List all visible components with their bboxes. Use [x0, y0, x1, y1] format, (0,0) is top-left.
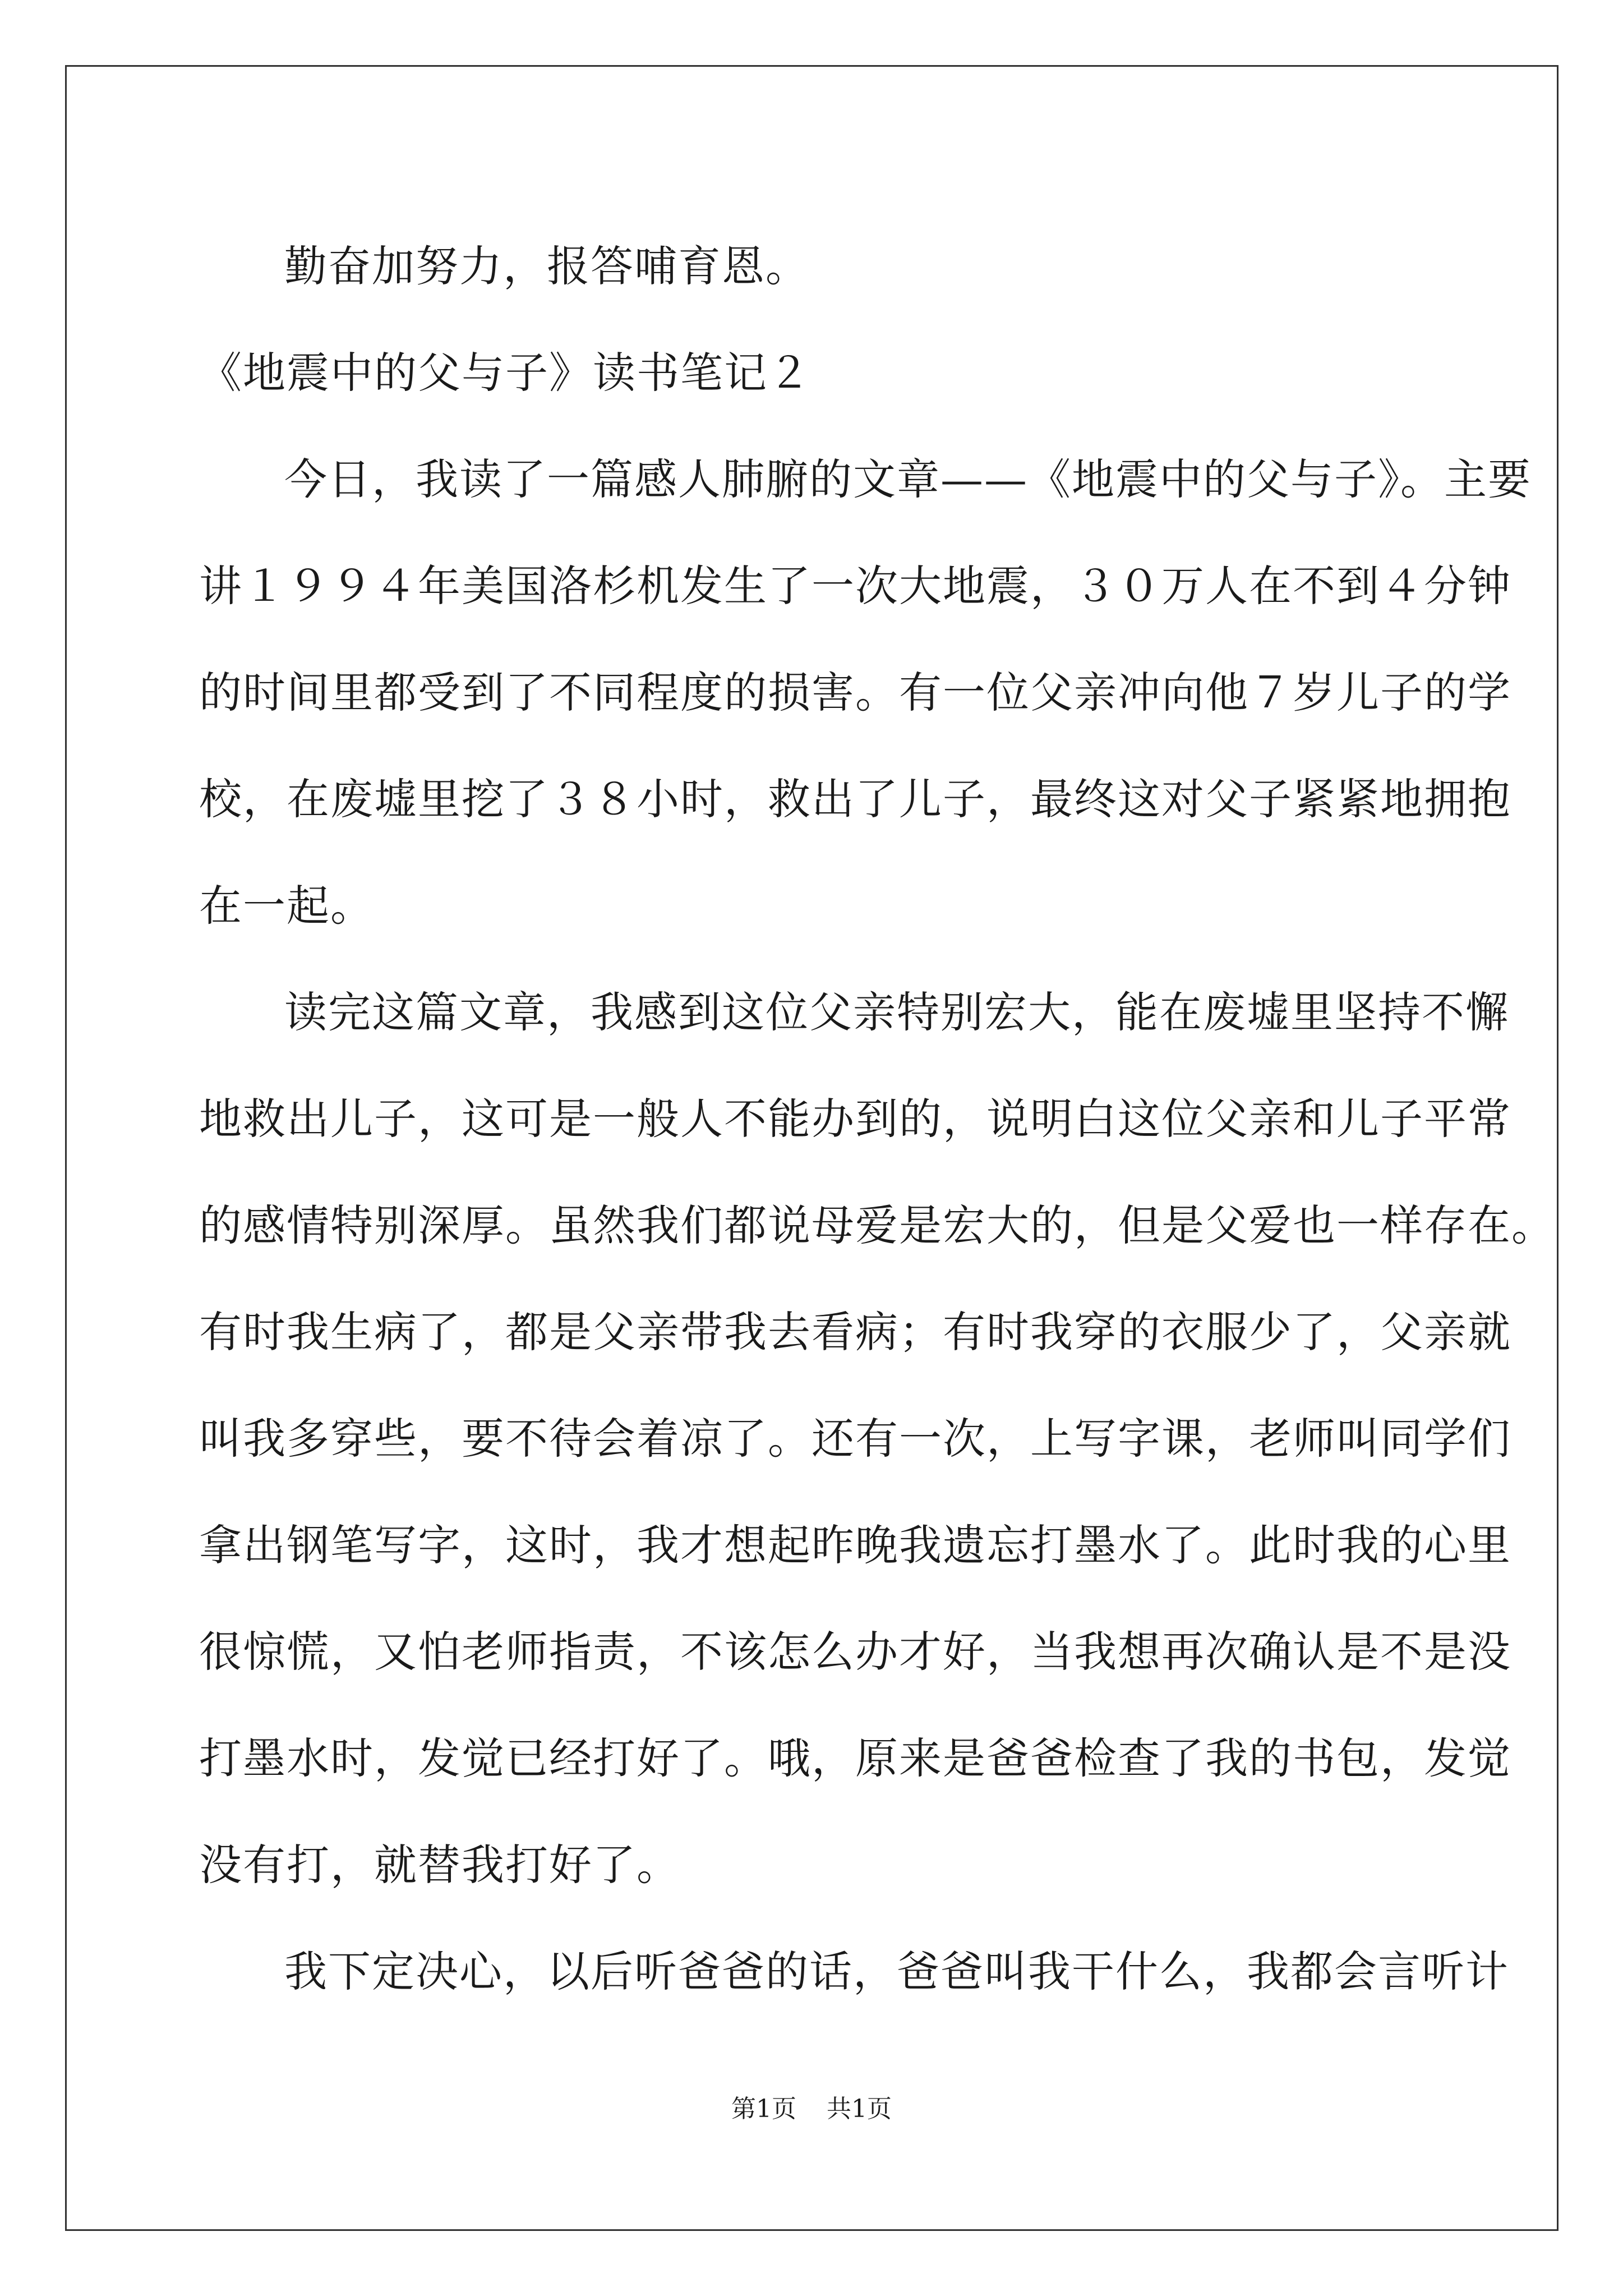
- text-line: 很惊慌，又怕老师指责，不该怎么办才好，当我想再次确认是不是没: [199, 1627, 1511, 1677]
- text-line: 拿出钢笔写字，这时，我才想起昨晚我遗忘打墨水了。此时我的心里: [199, 1520, 1511, 1570]
- text-line: 地救出儿子，这可是一般人不能办到的，说明白这位父亲和儿子平常: [199, 1094, 1511, 1144]
- text-line: 今日，我读了一篇感人肺腑的文章——《地震中的父与子》。主要: [284, 454, 1532, 504]
- text-line: 的感情特别深厚。虽然我们都说母爱是宏大的，但是父爱也一样存在。: [199, 1200, 1555, 1250]
- page-number-current: 第1页: [731, 2095, 796, 2123]
- section-heading: 《地震中的父与子》读书笔记２: [199, 348, 811, 398]
- text-line: 校，在废墟里挖了３８小时，救出了儿子，最终这对父子紧紧地拥抱: [199, 774, 1511, 824]
- text-line: 读完这篇文章，我感到这位父亲特别宏大，能在废墟里坚持不懈: [284, 987, 1509, 1037]
- text-line: 我下定决心，以后听爸爸的话，爸爸叫我干什么，我都会言听计: [284, 1947, 1509, 1996]
- text-line: 勤奋加努力，报答哺育恩。: [284, 241, 809, 291]
- text-line: 打墨水时，发觉已经打好了。哦，原来是爸爸检查了我的书包，发觉: [199, 1733, 1511, 1783]
- text-line: 在一起。: [199, 881, 374, 931]
- text-line: 有时我生病了，都是父亲带我去看病；有时我穿的衣服少了，父亲就: [199, 1307, 1511, 1357]
- text-line: 的时间里都受到了不同程度的损害。有一位父亲冲向他７岁儿子的学: [199, 668, 1511, 717]
- text-line: 没有打，就替我打好了。: [199, 1840, 680, 1890]
- page-number-total: 共1页: [827, 2095, 892, 2123]
- document-body: [199, 213, 1555, 2025]
- text-line: 叫我多穿些，要不待会着凉了。还有一次，上写字课，老师叫同学们: [199, 1414, 1511, 1464]
- page-footer: [0, 2092, 1623, 2126]
- text-line: 讲１９９４年美国洛杉机发生了一次大地震，３０万人在不到４分钟: [199, 561, 1511, 611]
